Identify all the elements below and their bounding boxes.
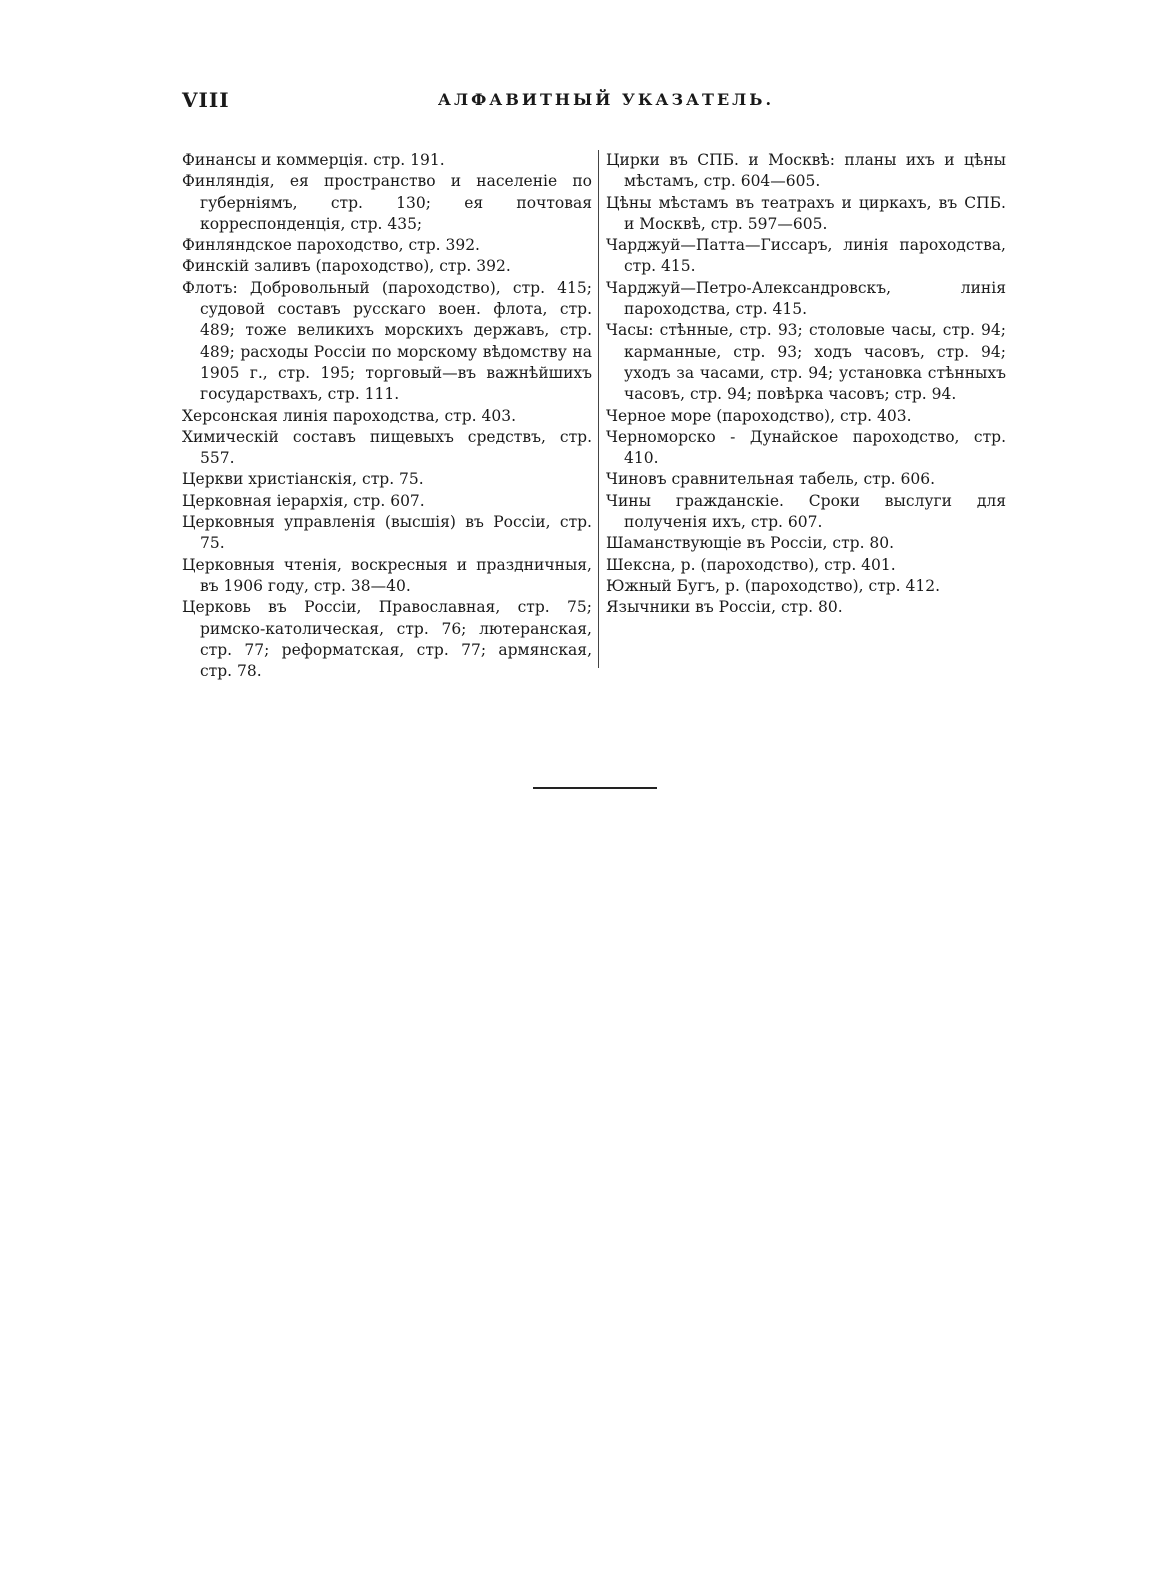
index-entry: Церковная іерархія, стр. 607. — [182, 491, 425, 510]
index-entry: Чины гражданскіе. Сроки выслуги для полученія ихъ, стр. 607. — [606, 491, 1006, 532]
index-entry: Черное море (пароходство), стр. 403. — [606, 406, 912, 425]
index-entry: Финляндія, ея пространство и населеніе по губерніямъ, стр. 130; ея почтовая корреспонденція, стр. 435; — [182, 172, 592, 233]
running-title: АЛФАВИТНЫЙ УКАЗАТЕЛЬ. — [437, 90, 775, 109]
index-entry: Церкви христіанскія, стр. 75. — [182, 470, 424, 489]
index-entry: Цѣны мѣстамъ въ театрахъ и циркахъ, въ СПБ. и Москвѣ, стр. 597—605. — [606, 193, 1006, 233]
end-rule — [533, 787, 657, 789]
index-entry: Флотъ: Добровольный (пароходство), стр. 415; судовой составъ русскаго воен. флота, стр. 489; тоже великихъ морскихъ державъ, стр. 489; расходы Россіи по морскому вѣдомству на 1905 г., стр. 195; торговый—въ важнѣйшихъ государствахъ, стр. 111. — [182, 278, 592, 404]
index-entry: Церковь въ Россіи, Православная, стр. 75; римско-католическая, стр. 76; лютеранская, стр. 77; реформатская, стр. 77; армянская, стр. 78. — [182, 598, 592, 681]
index-entry: Церковныя управленія (высшія) въ Россіи, стр. 75. — [182, 513, 592, 553]
index-entry: Язычники въ Россіи, стр. 80. — [606, 598, 843, 617]
column-divider — [598, 150, 599, 668]
index-entry: Химическій составъ пищевыхъ средствъ, стр. 557. — [182, 427, 592, 468]
index-entry: Шаманствующіе въ Россіи, стр. 80. — [606, 534, 895, 553]
index-entry: Финляндское пароходство, стр. 392. — [182, 236, 480, 255]
index-entry: Чиновъ сравнительная табель, стр. 606. — [606, 470, 936, 489]
left-column — [182, 150, 592, 682]
index-entry: Чарджуй—Петро-Александровскъ, линія пароходства, стр. 415. — [606, 278, 1006, 319]
index-entry: Шексна, р. (пароходство), стр. 401. — [606, 555, 896, 574]
right-column — [606, 150, 1006, 619]
page-header — [182, 88, 1030, 114]
page-number: VIII — [182, 88, 230, 112]
index-entry: Южный Бугъ, р. (пароходство), стр. 412. — [606, 576, 941, 595]
index-entry: Финансы и коммерція. стр. 191. — [182, 151, 445, 169]
index-entry: Херсонская линія пароходства, стр. 403. — [182, 406, 517, 425]
index-entry: Финскій заливъ (пароходство), стр. 392. — [182, 257, 511, 276]
index-entry: Цирки въ СПБ. и Москвѣ: планы ихъ и цѣны мѣстамъ, стр. 604—605. — [606, 151, 1006, 191]
index-entry: Церковныя чтенія, воскресныя и праздничныя, въ 1906 году, стр. 38—40. — [182, 555, 592, 595]
index-columns — [182, 150, 1030, 681]
index-entry: Чарджуй—Патта—Гиссаръ, линія пароходства, стр. 415. — [606, 236, 1006, 276]
index-entry: Черноморско - Дунайское пароходство, стр. 410. — [606, 427, 1006, 468]
index-entry: Часы: стѣнные, стр. 93; столовые часы, стр. 94; карманные, стр. 93; ходъ часовъ, стр. 94; уходъ за часами, стр. 94; установка стѣнныхъ часовъ, стр. 94; повѣрка часовъ; стр. 94. — [606, 321, 1006, 404]
